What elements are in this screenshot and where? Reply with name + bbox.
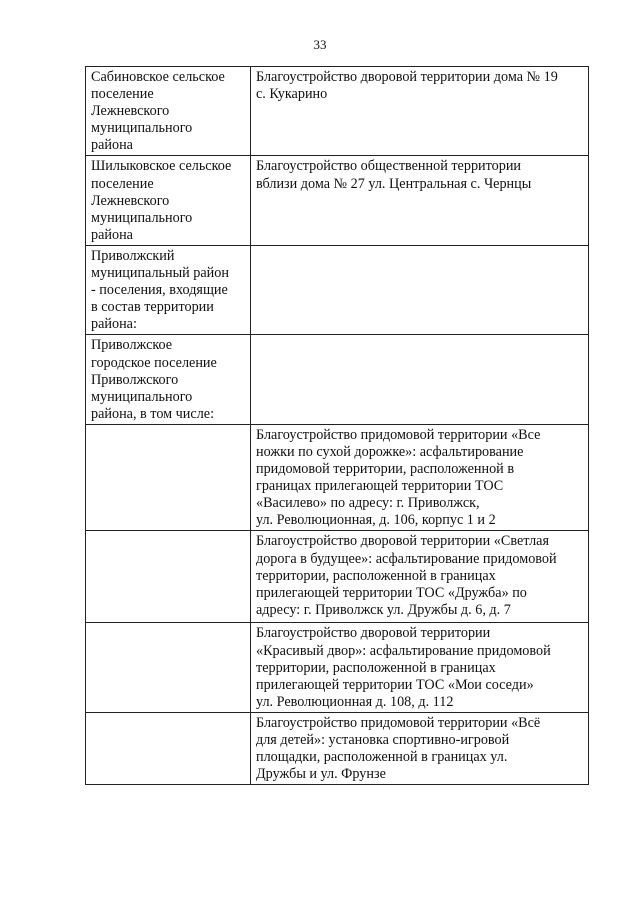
table-row — [86, 67, 589, 156]
project-cell-empty — [251, 335, 589, 424]
settlement-cell-empty — [86, 712, 251, 784]
cell-line: ножки по сухой дорожке»: асфальтирование — [256, 443, 524, 460]
project-cell — [251, 156, 589, 245]
cell-line: района: — [91, 316, 137, 333]
cell-line: Дружбы и ул. Фрунзе — [256, 766, 386, 783]
table-row — [86, 623, 589, 712]
cell-line: Приволжского — [91, 371, 179, 388]
project-cell — [251, 712, 589, 784]
settlement-cell-empty — [86, 424, 251, 531]
cell-line: «Василево» по адресу: г. Приволжск, — [256, 495, 480, 512]
cell-line: Приволжское — [91, 337, 173, 354]
cell-line: в состав территории — [91, 299, 214, 316]
cell-line: ул. Революционная д. 108, д. 112 — [256, 693, 454, 710]
cell-line: Благоустройство придомовой территории «Всё — [256, 714, 541, 731]
cell-line: ул. Революционная, д. 106, корпус 1 и 2 — [256, 512, 496, 529]
project-cell-empty — [251, 245, 589, 334]
settlement-cell-empty — [86, 531, 251, 623]
table-row — [86, 424, 589, 531]
cell-line: Приволжский — [91, 247, 175, 264]
project-cell — [251, 531, 589, 623]
cell-line: района, в том числе: — [91, 405, 215, 422]
cell-line: «Красивый двор»: асфальтирование придомовой — [256, 642, 551, 659]
page-number: 33 — [313, 37, 327, 52]
settlement-cell — [86, 335, 251, 424]
cell-line: дорога в будущее»: асфальтирование придомовой — [256, 550, 557, 567]
table-row — [86, 335, 589, 424]
cell-line: поселение — [91, 86, 154, 103]
cell-line: района — [91, 137, 133, 154]
settlement-cell — [86, 156, 251, 245]
cell-line: с. Кукарино — [256, 86, 328, 103]
cell-line: - поселения, входящие — [91, 282, 228, 299]
cell-line: для детей»: установка спортивно-игровой — [256, 732, 510, 748]
cell-line: территории, расположенной в границах — [256, 567, 496, 584]
table-row — [86, 156, 589, 245]
project-cell — [251, 67, 589, 156]
cell-line: муниципального — [91, 388, 193, 405]
cell-line: городское поселение — [91, 354, 217, 371]
settlement-cell — [86, 245, 251, 334]
cell-line: района — [91, 226, 133, 243]
cell-line: Сабиновское сельское — [91, 69, 225, 85]
settlement-cell — [86, 67, 251, 156]
cell-line: прилегающей территории ТОС «Мои соседи» — [256, 676, 534, 693]
cell-line: прилегающей территории ТОС «Дружба» по — [256, 584, 527, 601]
cell-line: придомовой территории, расположенной в — [256, 461, 515, 478]
table-row — [86, 712, 589, 784]
project-cell — [251, 424, 589, 531]
cell-line: площадки, расположенной в границах ул. — [256, 749, 508, 766]
cell-line: Благоустройство общественной территории — [256, 158, 522, 175]
settlement-cell-empty — [86, 623, 251, 712]
cell-line: Благоустройство дворовой территории — [256, 625, 491, 642]
cell-line: Лежневского — [91, 192, 170, 209]
cell-line: Шилыковское сельское — [91, 158, 232, 175]
objects-table — [85, 66, 589, 785]
cell-line: муниципального — [91, 209, 193, 226]
cell-line: вблизи дома № 27 ул. Центральная с. Чернцы — [256, 175, 532, 192]
project-cell — [251, 623, 589, 712]
cell-line: муниципальный район — [91, 265, 229, 282]
cell-line: муниципального — [91, 120, 193, 137]
cell-line: Благоустройство дворовой территории дома № 19 — [256, 69, 558, 85]
table-row — [86, 245, 589, 334]
cell-line: Благоустройство дворовой территории «Светлая — [256, 533, 550, 550]
cell-line: адресу: г. Приволжск ул. Дружбы д. 6, д. 7 — [256, 601, 511, 618]
cell-line: поселение — [91, 175, 154, 192]
cell-line: границах прилегающей территории ТОС — [256, 478, 504, 495]
cell-line: Благоустройство придомовой территории «Все — [256, 426, 541, 443]
cell-line: территории, расположенной в границах — [256, 659, 496, 676]
table-row — [86, 531, 589, 623]
cell-line: Лежневского — [91, 103, 170, 120]
